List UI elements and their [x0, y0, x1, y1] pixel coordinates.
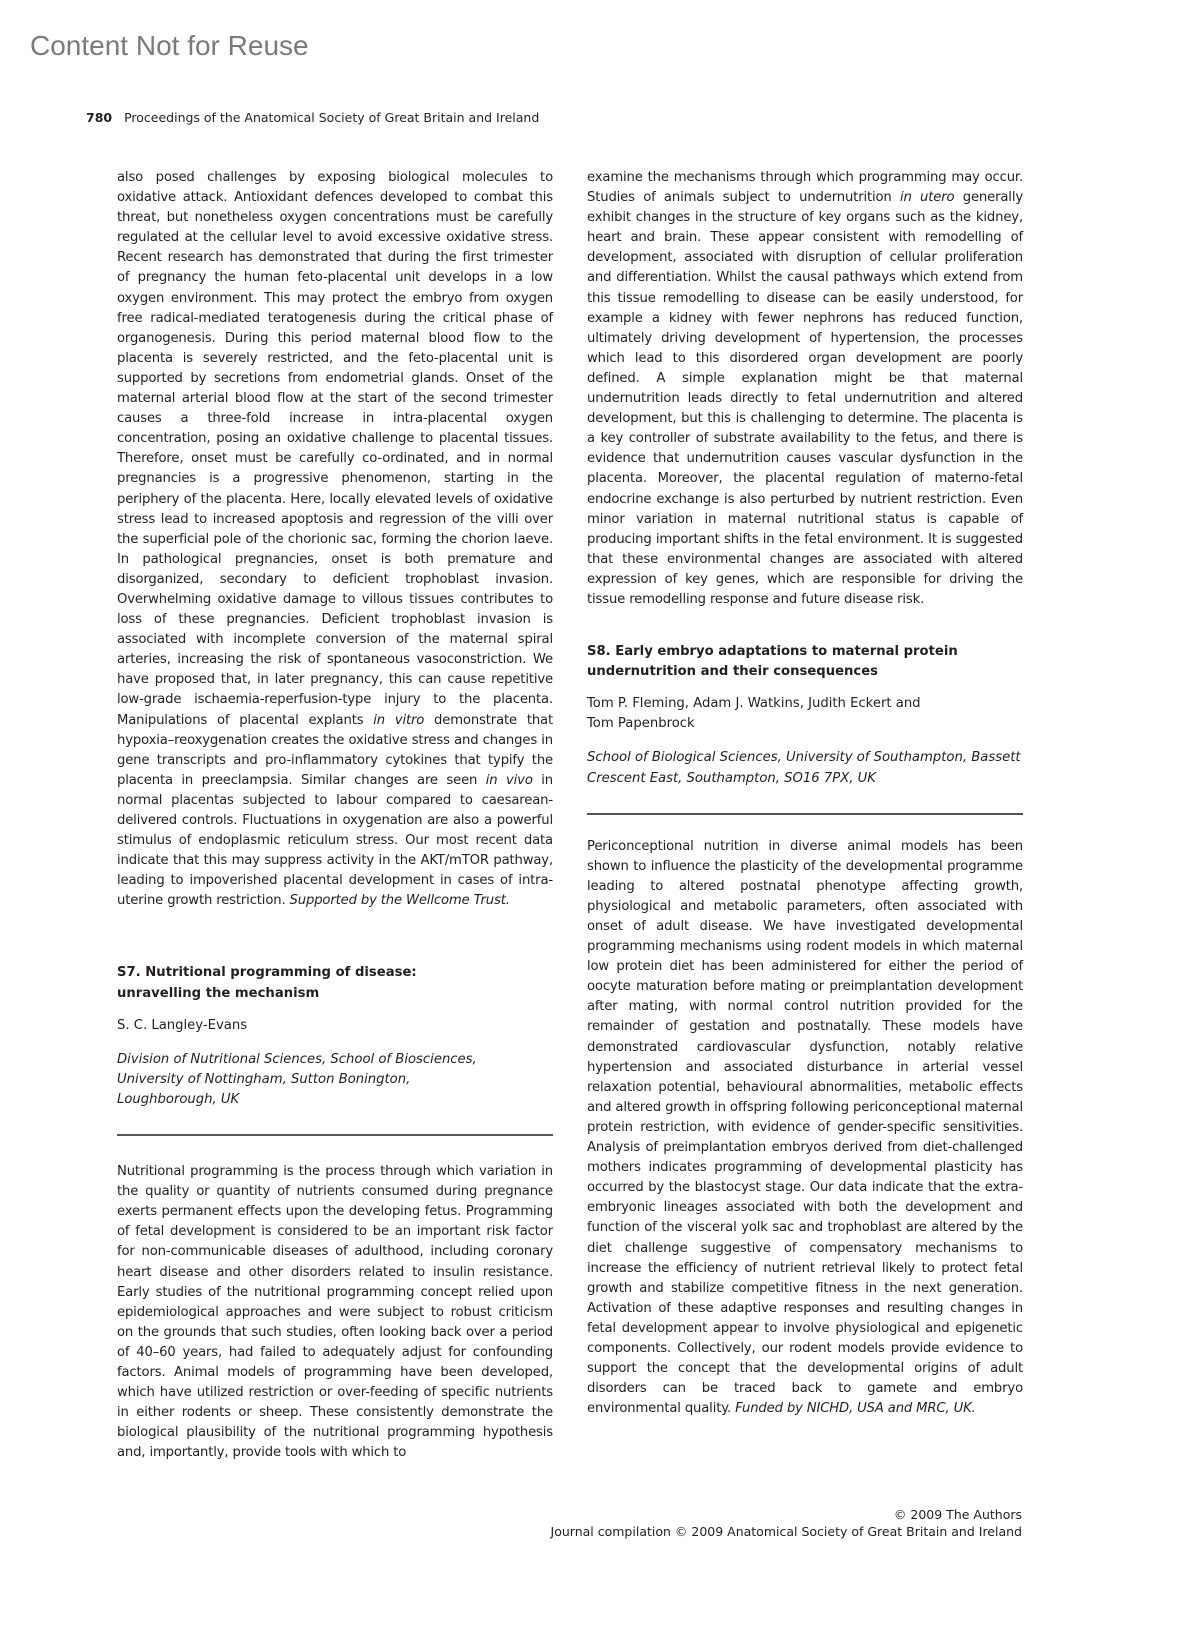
section-title-s8: S8. Early embryo adaptations to maternal protein undernutrition and their consequences: [587, 644, 958, 680]
authors-s8: Tom P. Fleming, Adam J. Watkins, Judith Eckert and Tom Papenbrock: [587, 696, 921, 732]
affiliation-s7: Division of Nutritional Sciences, School of Biosciences, University of Nottingham, Sutton Bonington, Loughborough, UK: [117, 1051, 477, 1107]
text-run: also posed challenges by exposing biological molecules to oxidative attack. Antioxidant defences developed to combat this threat, but nonetheless oxygen concentrations must be carefully regulated at the cellular level to avoid excessive oxidative stress. Recent research has demonstrated that during the first trimester of pregnancy the human feto-placental unit develops in a low oxygen environment. This may protect the embryo from oxygen free radical-mediated teratogenesis during the critical phase of organogenesis. During this period maternal blood flow to the placenta is severely restricted, and the feto-placental unit is supported by secretions from endometrial glands. Onset of the maternal arterial blood flow at the start of the second trimester causes a three-fold increase in intra-placental oxygen concentration, posing an oxidative challenge to placental tissues. Therefore, onset must be carefully co-ordinated, and in normal pregnancies is a progressive phenomenon, starting in the periphery of the placenta. Here, locally elevated levels of oxidative stress lead to increased apoptosis and regression of the villi over the superficial pole of the chorionic sac, forming the chorion laeve. In pathological pregnancies, onset is both premature and disorganized, secondary to deficient trophoblast invasion. Overwhelming oxidative damage to villous tissues contributes to loss of these pregnancies. Deficient trophoblast invasion is associated with incomplete conversion of the maternal spiral arteries, increasing the risk of spontaneous vasoconstriction. We have proposed that, in later pregnancy, this can cause repetitive low-grade ischaemia-reperfusion-type injury to the placenta. Manipulations of placental explants: [117, 170, 553, 728]
funding-note: Supported by the Wellcome Trust.: [289, 893, 510, 909]
funding-note: Funded by NICHD, USA and MRC, UK.: [735, 1401, 976, 1417]
continued-paragraph: [117, 168, 553, 911]
page-footer: [551, 1506, 1022, 1540]
abstract-s7: Nutritional programming is the process through which variation in the quality or quantity of nutrients consumed during pregnance exerts permanent effects upon the developing fetus. Programming of fetal development is considered to be an important risk factor for non-communicable diseases of adulthood, including coronary heart disease and other disorders related to insulin resistance. Early studies of the nutritional programming concept relied upon epidemiological approaches and were subject to robust criticism on the grounds that such studies, often looking back over a period of 40–60 years, had failed to adequately adjust for confounding factors. Animal models of programming have been developed, which have utilized restriction or over-feeding of specific nutrients in either rodents or sheep. These consistently demonstrate the biological plausibility of the nutritional programming hypothesis and, importantly, provide tools with which to: [117, 1164, 553, 1461]
italic-term: in utero: [899, 190, 955, 206]
copyright-journal: Journal compilation © 2009 Anatomical Society of Great Britain and Ireland: [550, 1524, 1022, 1539]
text-run: examine the mechanisms through which programming may occur. Studies of animals subject to undernutrition: [587, 170, 1023, 206]
abstract-s7-continued: [587, 168, 1023, 610]
running-head: [86, 110, 539, 125]
copyright-authors: © 2009 The Authors: [893, 1507, 1022, 1522]
section-title-s7: S7. Nutritional programming of disease: unravelling the mechanism: [117, 965, 417, 1001]
italic-term: in vitro: [373, 712, 425, 728]
journal-title: Proceedings of the Anatomical Society of Great Britain and Ireland: [124, 110, 540, 125]
page-number: 780: [86, 110, 113, 125]
text-run: Periconceptional nutrition in diverse animal models has been shown to influence the plasticity of the developmental programme leading to altered postnatal phenotype affecting growth, physiological and metabolic parameters, often associated with onset of adult disease. We have investigated developmental programming mechanisms using rodent models in which maternal low protein diet has been administered for either the period of oocyte maturation before mating or preimplantation development after mating, with normal control nutrition provided for the remainder of gestation and postnatally. These models have demonstrated cardiovascular dysfunction, notably relative hypertension and associated disturbance in arterial vessel relaxation potential, behavioural abnormalities, metabolic effects and altered growth in offspring following periconceptional maternal protein restriction, with evidence of gender-specific sensitivities. Analysis of preimplantation embryos derived from diet-challenged mothers indicates programming of developmental plasticity has occurred by the blastocyst stage. Our data indicate that the extra-embryonic lineages associated with both the development and function of the visceral yolk sac and trophoblast are altered by the diet challenge suggestive of compensatory mechanisms to increase the efficiency of nutrient retrieval likely to protect fetal growth and stabilize competitive fitness in the next generation. Activation of these adaptive responses and resulting changes in fetal development appear to involve physiological and epigenetic components. Collectively, our rodent models provide evidence to support the concept that the developmental origins of adult disorders can be traced back to gamete and embryo environmental quality.: [587, 838, 1023, 1417]
text-run: in normal placentas subjected to labour compared to caesarean-delivered controls. Fluctuations in oxygenation are also a powerful stimulus of endoplasmic reticulum stress. Our most recent data indicate that this may suppress activity in the AKT/mTOR pathway, leading to impoverished placental development in cases of intra-uterine growth restriction.: [117, 772, 554, 909]
watermark: Content Not for Reuse: [30, 30, 309, 61]
abstract-s8: [587, 837, 1023, 1420]
affiliation-s8: School of Biological Sciences, University of Southampton, Bassett Crescent East, Southampton, SO16 7PX, UK: [587, 750, 1021, 786]
authors-s7: S. C. Langley-Evans: [117, 1017, 248, 1033]
text-run: generally exhibit changes in the structure of key organs such as the kidney, heart and brain. These appear consistent with remodelling of development, associated with disruption of cellular proliferation and differentiation. Whilst the causal pathways which extend from this tissue remodelling to disease can be easily understood, for example a kidney with fewer nephrons has reduced function, ultimately driving development of hypertension, the processes which lead to this disordered organ development are poorly defined. A simple explanation might be that maternal undernutrition leads directly to fetal undernutrition and altered development, but this is challenging to determine. The placenta is a key controller of substrate availability to the fetus, and there is evidence that undernutrition causes vascular dysfunction in the placenta. Moreover, the placental regulation of materno-fetal endocrine exchange is also perturbed by nutrient restriction. Even minor variation in maternal nutritional status is capable of producing important shifts in the fetal environment. It is suggested that these environmental changes are associated with altered expression of key genes, which are responsible for driving the tissue remodelling response and future disease risk.: [587, 190, 1023, 607]
left-column: [117, 168, 553, 1463]
italic-term: in vivo: [485, 772, 533, 788]
right-column: [587, 168, 1023, 1419]
text-run: demonstrate that hypoxia–reoxygenation creates the oxidative stress and changes in gene transcripts and pro-inflammatory cytokines that typify the placenta in preeclampsia. Similar changes are seen: [117, 712, 553, 788]
